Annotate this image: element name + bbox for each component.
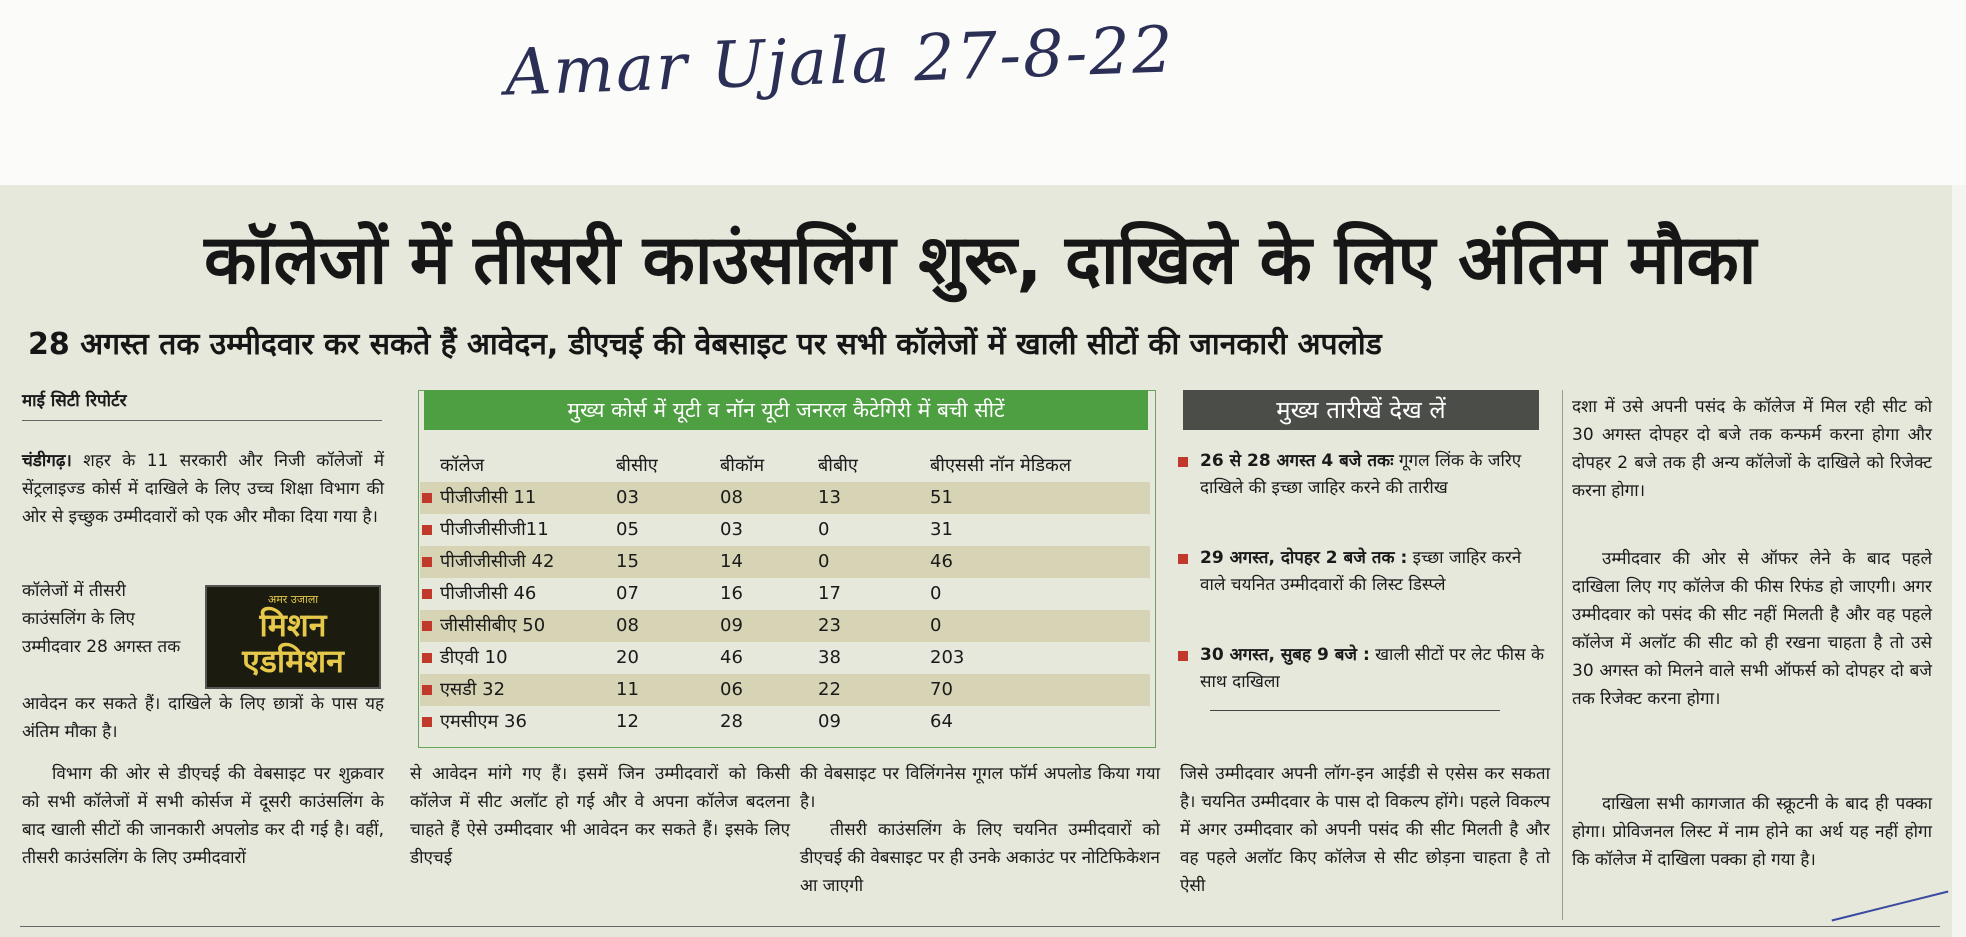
square-bullet-icon — [1178, 457, 1188, 467]
table-row — [420, 642, 1150, 674]
table-cell: 0 — [930, 583, 942, 604]
table-cell: 07 — [616, 583, 639, 604]
table-row — [420, 578, 1150, 610]
key-dates-divider — [1210, 710, 1500, 711]
table-cell: पीजीजीसीजी 42 — [440, 551, 555, 572]
table-cell: 0 — [818, 519, 830, 540]
table-cell: 46 — [720, 647, 743, 668]
table-cell: पीजीजीसीजी11 — [440, 519, 549, 540]
article-column-1-cont — [22, 690, 384, 746]
logo-small-text: अमर उजाला — [267, 593, 319, 606]
square-bullet-icon — [422, 685, 432, 695]
seats-table-title: मुख्य कोर्स में यूटी व नॉन यूटी जनरल कैटेगिरी में बची सीटें — [424, 390, 1148, 430]
table-cell: 46 — [930, 551, 953, 572]
bottom-divider — [20, 926, 1940, 927]
table-cell: 70 — [930, 679, 953, 700]
header-cell: बीएससी नॉन मेडिकल — [930, 455, 1072, 476]
table-row — [420, 514, 1150, 546]
column-divider — [1562, 390, 1563, 920]
table-cell: 38 — [818, 647, 841, 668]
header-cell: कॉलेज — [440, 455, 485, 476]
table-cell: 13 — [818, 487, 841, 508]
square-bullet-icon — [422, 717, 432, 727]
seats-table — [420, 450, 1150, 738]
key-date-item — [1178, 545, 1548, 599]
table-cell: 08 — [616, 615, 639, 636]
byline-divider — [22, 420, 382, 421]
square-bullet-icon — [422, 493, 432, 503]
table-cell: 03 — [616, 487, 639, 508]
article-column-1-bottom — [22, 760, 384, 872]
article-column-5-end — [1572, 790, 1932, 874]
article-column-5 — [1572, 393, 1932, 505]
headline: कॉलेजों में तीसरी काउंसलिंग शुरू, दाखिले के लिए अंतिम मौका — [204, 221, 1756, 300]
table-row — [420, 546, 1150, 578]
table-row — [420, 610, 1150, 642]
header-cell: बीकॉम — [720, 455, 765, 476]
square-bullet-icon — [422, 525, 432, 535]
table-cell: पीजीजीसी 46 — [440, 583, 537, 604]
table-cell: 51 — [930, 487, 953, 508]
article-paragraph: तीसरी काउंसलिंग के लिए चयनित उम्मीदवारों को डीएचई की वेबसाइट पर ही उनके अकाउंट पर नोटिफिकेशन आ जाएगी — [800, 820, 1160, 896]
square-bullet-icon — [422, 589, 432, 599]
table-cell: 22 — [818, 679, 841, 700]
article-paragraph: विभाग की ओर से डीएचई की वेबसाइट पर शुक्रवार को सभी कॉलेजों में सभी कोर्सज में दूसरी काउंसलिंग के बाद खाली सीटों की जानकारी अपलोड कर दी गई है। वहीं, तीसरी काउंसलिंग के लिए उम्मीदवारों — [22, 764, 384, 868]
dateline: चंडीगढ़। — [22, 451, 72, 471]
table-cell: 06 — [720, 679, 743, 700]
table-cell: एसडी 32 — [440, 679, 506, 700]
subheadline: 28 अगस्त तक उम्मीदवार कर सकते हैं आवेदन, डीएचई की वेबसाइट पर सभी कॉलेजों में खाली सीटों की जानकारी अपलोड — [28, 327, 1382, 362]
square-bullet-icon — [422, 621, 432, 631]
table-cell: 09 — [720, 615, 743, 636]
article-column-5-mid — [1572, 545, 1932, 713]
table-row — [420, 482, 1150, 514]
table-cell: 203 — [930, 647, 965, 668]
article-paragraph: जिसे उम्मीदवार अपनी लॉग-इन आईडी से एसेस कर सकता है। चयनित उम्मीदवार के पास दो विकल्प होंगे। पहले विकल्प में अगर उम्मीदवार को अपनी पसंद की सीट मिलती है और वह पहले अलॉट किए कॉलेज से सीट छोड़ना चाहता है तो ऐसी — [1180, 764, 1550, 896]
table-cell: 20 — [616, 647, 639, 668]
header-cell: बीबीए — [818, 455, 858, 476]
key-date-when: 30 अगस्त, सुबह 9 बजे : — [1200, 645, 1370, 665]
table-cell: 16 — [720, 583, 743, 604]
table-cell: 17 — [818, 583, 841, 604]
table-cell: 28 — [720, 711, 743, 732]
table-cell: 0 — [818, 551, 830, 572]
article-paragraph: उम्मीदवार की ओर से ऑफर लेने के बाद पहले दाखिला लिए गए कॉलेज की फीस रिफंड हो जाएगी। अगर उम्मीदवार को पसंद की सीट नहीं मिलती है और वह पहले कॉलेज में अलॉट की सीट को ही रखना चाहता है तो उसे 30 अगस्त को मिलने वाले सभी ऑफर्स को दोपहर दो बजे तक रिजेक्ट करना होगा। — [1572, 549, 1932, 709]
article-paragraph: कॉलेजों में तीसरी काउंसलिंग के लिए उम्मीदवार 28 अगस्त तक — [22, 581, 181, 657]
article-paragraph: आवेदन कर सकते हैं। दाखिले के लिए छात्रों के पास यह अंतिम मौका है। — [22, 694, 384, 742]
table-cell: 05 — [616, 519, 639, 540]
logo-line-1: मिशन — [259, 606, 327, 644]
table-cell: 14 — [720, 551, 743, 572]
table-cell: 08 — [720, 487, 743, 508]
table-cell: 0 — [930, 615, 942, 636]
key-date-what: खाली सीटों पर लेट फीस के साथ दाखिला — [1200, 645, 1545, 692]
square-bullet-icon — [422, 653, 432, 663]
square-bullet-icon — [422, 557, 432, 567]
square-bullet-icon — [1178, 651, 1188, 661]
table-cell: एमसीएम 36 — [440, 711, 527, 732]
article-paragraph: से आवेदन मांगे गए हैं। इसमें जिन उम्मीदवारों को किसी कॉलेज में सीट अलॉट हो गई और वे अपना कॉलेज बदलना चाहते हैं ऐसे उम्मीदवार भी आवेदन कर सकते हैं। इसके लिए डीएचई — [410, 764, 790, 868]
article-paragraph: दाखिला सभी कागजात की स्क्रूटनी के बाद ही पक्का होगा। प्रोविजनल लिस्ट में नाम होने का अर्थ यह नहीं होगा कि कॉलेज में दाखिला पक्का हो गया है। — [1572, 794, 1932, 870]
header-cell: बीसीए — [616, 455, 658, 476]
table-cell: पीजीजीसी 11 — [440, 487, 537, 508]
table-cell: जीसीसीबीए 50 — [440, 615, 546, 636]
article-column-1-wrap — [22, 577, 182, 661]
table-cell: 11 — [616, 679, 639, 700]
article-paragraph: की वेबसाइट पर विलिंगनेस गूगल फॉर्म अपलोड किया गया है। — [800, 764, 1160, 812]
article-column-1 — [22, 447, 384, 531]
mission-admission-logo — [205, 585, 381, 689]
key-date-what: गूगल लिंक के जरिए दाखिले की इच्छा जाहिर करने की तारीख — [1200, 451, 1522, 498]
article-column-4 — [1180, 760, 1550, 900]
handwritten-source-note: Amar Ujala 27-8-22 — [503, 13, 1176, 111]
table-cell: 64 — [930, 711, 953, 732]
table-cell: 31 — [930, 519, 953, 540]
article-paragraph: शहर के 11 सरकारी और निजी कॉलेजों में सेंट्रलाइज्ड कोर्स में दाखिले के लिए उच्च शिक्षा विभाग की ओर से इच्छुक उम्मीदवारों को एक और मौका दिया गया है। — [22, 451, 384, 527]
key-dates-title: मुख्य तारीखें देख लें — [1183, 390, 1539, 430]
table-cell: 12 — [616, 711, 639, 732]
table-row — [420, 674, 1150, 706]
article-paragraph: दशा में उसे अपनी पसंद के कॉलेज में मिल रही सीट को 30 अगस्त दोपहर दो बजे तक कन्फर्म करना होगा और दोपहर 2 बजे तक ही अन्य कॉलेजों के दाखिले को रिजेक्ट करना होगा। — [1572, 397, 1932, 501]
table-cell: 23 — [818, 615, 841, 636]
key-date-when: 29 अगस्त, दोपहर 2 बजे तक : — [1200, 548, 1408, 568]
table-row — [420, 706, 1150, 738]
square-bullet-icon — [1178, 554, 1188, 564]
article-column-3 — [800, 760, 1160, 900]
logo-line-2: एडमिशन — [242, 642, 344, 680]
article-column-2 — [410, 760, 790, 872]
table-header-row — [420, 450, 1150, 482]
table-cell: डीएवी 10 — [440, 647, 508, 668]
table-cell: 09 — [818, 711, 841, 732]
table-cell: 15 — [616, 551, 639, 572]
table-cell: 03 — [720, 519, 743, 540]
key-date-when: 26 से 28 अगस्त 4 बजे तकः — [1200, 451, 1394, 471]
key-date-item — [1178, 448, 1548, 502]
key-date-item — [1178, 642, 1548, 696]
byline: माई सिटी रिपोर्टर — [22, 391, 127, 411]
key-date-what: इच्छा जाहिर करने वाले चयनित उम्मीदवारों की लिस्ट डिस्प्ले — [1200, 548, 1522, 595]
